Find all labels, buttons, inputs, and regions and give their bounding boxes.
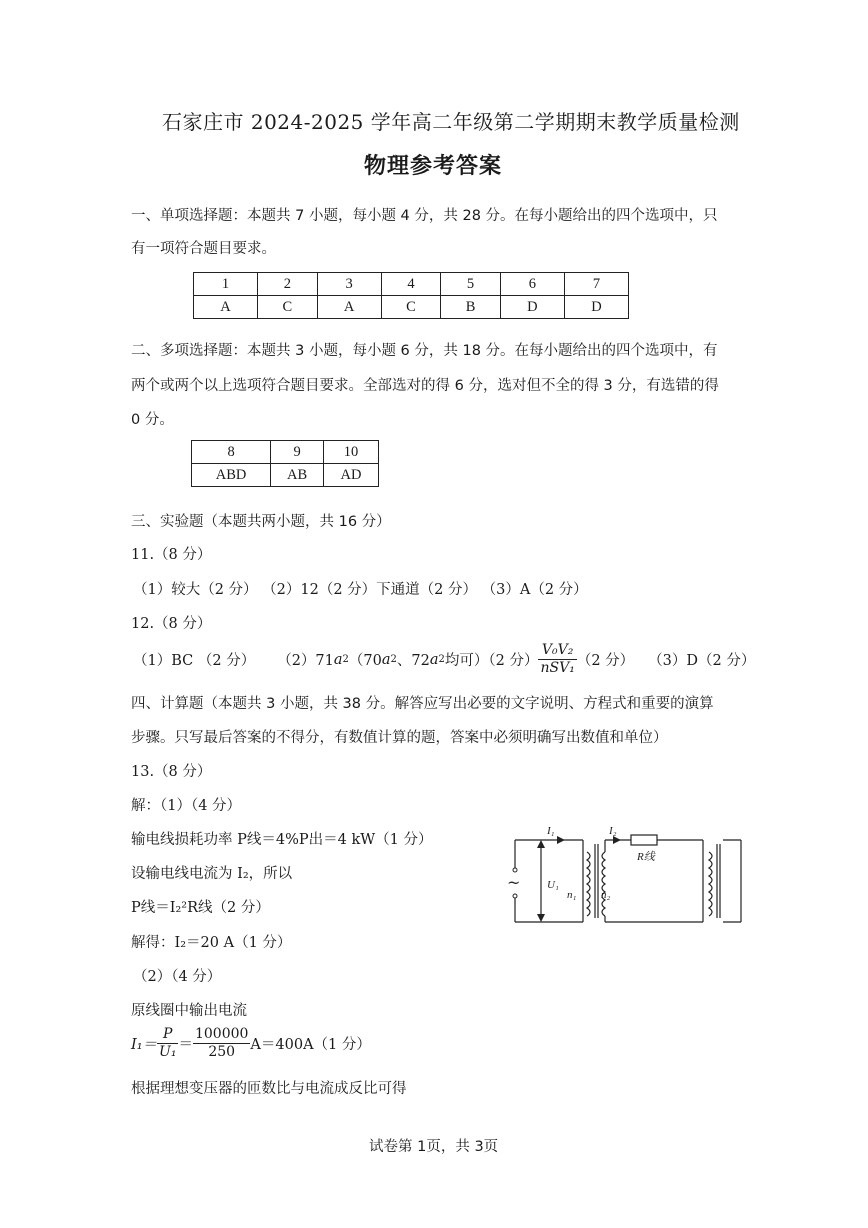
table-cell: AD (324, 464, 379, 487)
section1-instructions-line1: 一、单项选择题：本题共 7 小题，每小题 4 分，共 28 分。在每小题给出的四个选项中，只 (131, 208, 718, 224)
q13-ratio-statement: 根据理想变压器的匝数比与电流成反比可得 (131, 1081, 407, 1097)
table-cell: 4 (381, 273, 441, 296)
math-a: a (429, 651, 439, 668)
formula-lhs: I₁＝ (131, 1037, 158, 1053)
fraction-denominator: U₁ (159, 1044, 177, 1060)
q12-answer (133, 642, 755, 677)
table-cell: A (317, 296, 381, 319)
formula-rhs: A＝400A（1 分） (250, 1037, 371, 1053)
q13-current-intro: 设输电线电流为 I₂，所以 (131, 866, 293, 882)
section4-instructions-line2: 步骤。只写最后答案的不得分，有数值计算的题，答案中必须明确写出数值和单位） (131, 730, 668, 746)
page-footer: 试卷第 1页，共 3页 (369, 1139, 499, 1155)
table-cell: ABD (192, 464, 271, 487)
superscript: 2 (390, 654, 397, 665)
label-U1: U₁ (547, 879, 559, 891)
fraction-denominator: nSV₁ (540, 660, 575, 676)
q13-heading: 13.（8 分） (131, 764, 212, 780)
q13-primary-current-intro: 原线圈中输出电流 (131, 1003, 247, 1019)
superscript: 2 (342, 654, 349, 665)
section1-instructions-line2: 有一项符合题目要求。 (131, 241, 276, 257)
label-ac-source: ~ (507, 873, 521, 892)
table-cell: 1 (194, 273, 258, 296)
table-cell: D (500, 296, 564, 319)
table-row-numbers (194, 273, 629, 296)
fraction-p-over-u1 (157, 1026, 178, 1061)
table-cell: C (381, 296, 441, 319)
q13-solution-part1: 解：（1）（4 分） (131, 798, 242, 814)
table-cell: 8 (192, 441, 271, 464)
superscript: 2 (438, 654, 445, 665)
q11-answer: （1）较大（2 分） （2）12（2 分）下通道（2 分） （3）A（2 分） (133, 582, 588, 598)
q12-part1: （1）BC （2 分） (133, 653, 256, 669)
q12-part3: （3）D（2 分） (648, 653, 756, 669)
fraction-numerator: 100000 (194, 1026, 249, 1042)
q13-primary-current-formula (131, 1026, 371, 1061)
table-cell: 10 (324, 441, 379, 464)
q13-result: 解得：I₂＝20 A（1 分） (131, 935, 292, 951)
table-row-answers (194, 296, 629, 319)
equals-sign: ＝ (178, 1037, 193, 1053)
table-row-numbers (192, 441, 379, 464)
multi-choice-answer-table (191, 440, 379, 487)
q12-part2-score: （2 分） (576, 653, 635, 669)
fraction-denominator: 250 (208, 1044, 236, 1060)
table-cell: 5 (441, 273, 501, 296)
table-cell: 9 (271, 441, 324, 464)
q13-solution-part2: （2）（4 分） (133, 969, 222, 985)
fraction-numerator: P (157, 1026, 178, 1044)
document-title: 石家庄市 2024-2025 学年高二年级第二学期期末教学质量检测 (162, 110, 740, 134)
q12-part2-b: （70 (348, 653, 382, 669)
label-R-line: R线 (637, 851, 655, 863)
q12-part2-d: 均可）（2 分） (444, 653, 539, 669)
q12-part2-c: 、72 (396, 653, 430, 669)
math-a: a (381, 651, 391, 668)
table-cell: AB (271, 464, 324, 487)
section3-heading: 三、实验题（本题共两小题，共 16 分） (131, 514, 391, 530)
q12-heading: 12.（8 分） (131, 616, 212, 632)
table-cell: 2 (258, 273, 318, 296)
table-cell: 3 (317, 273, 381, 296)
table-cell: 6 (500, 273, 564, 296)
table-cell: C (258, 296, 318, 319)
table-cell: 7 (564, 273, 628, 296)
document-subtitle: 物理参考答案 (364, 154, 503, 179)
q12-fraction (538, 642, 576, 677)
label-I2: I₂ (609, 825, 617, 837)
single-choice-answer-table (193, 272, 629, 319)
line-resistor (631, 835, 657, 845)
label-n2: n₂ (601, 889, 611, 901)
label-I1: I₁ (547, 825, 555, 837)
section4-instructions-line1: 四、计算题（本题共 3 小题，共 38 分。解答应写出必要的文字说明、方程式和重要的演算 (131, 696, 714, 712)
table-row-answers (192, 464, 379, 487)
transformer-circuit-diagram (505, 822, 745, 932)
table-cell: B (441, 296, 501, 319)
q12-part2-a: （2）71 (277, 653, 334, 669)
q13-loss-power: 输电线损耗功率 P线＝4%P出＝4 kW（1 分） (131, 832, 433, 848)
q13-power-formula: P线＝I₂²R线（2 分） (131, 900, 270, 916)
math-a: a (333, 651, 343, 668)
section2-instructions-line3: 0 分。 (131, 412, 174, 428)
table-cell: A (194, 296, 258, 319)
section2-instructions-line2: 两个或两个以上选项符合题目要求。全部选对的得 6 分，选对但不全的得 3 分，有选错的得 (131, 378, 719, 394)
label-n1: n₁ (567, 889, 577, 901)
fraction-numerator: V₀V₂ (538, 642, 576, 660)
q11-heading: 11.（8 分） (131, 547, 212, 563)
table-cell: D (564, 296, 628, 319)
fraction-numeric (193, 1026, 250, 1061)
section2-instructions-line1: 二、多项选择题：本题共 3 小题，每小题 6 分，共 18 分。在每小题给出的四个选项中，有 (131, 343, 718, 359)
